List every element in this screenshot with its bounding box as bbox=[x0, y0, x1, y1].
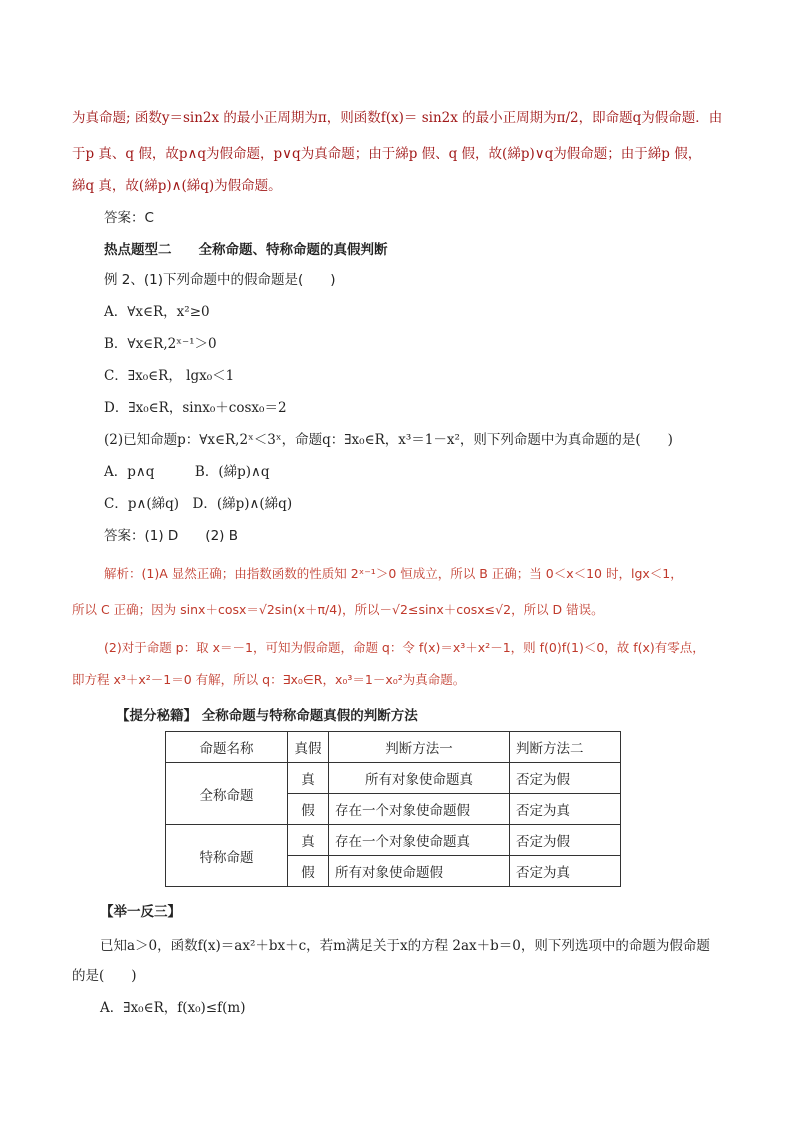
option-c: C．∃x₀∈R， lgx₀＜1 bbox=[104, 368, 235, 384]
question-2-options-cd: C．p∧(綈q) D．(綈p)∧(綈q) bbox=[104, 496, 293, 512]
table-cell: 所有对象使命题假 bbox=[329, 856, 510, 887]
solution-line-3: 綈q 真，故(綈p)∧(綈q)为假命题。 bbox=[72, 178, 282, 194]
option-b: B．∀x∈R,2ˣ⁻¹＞0 bbox=[104, 336, 217, 352]
question-2-options-ab: A．p∧q B．(綈p)∧q bbox=[104, 464, 270, 480]
tip-title: 【提分秘籍】 全称命题与特称命题真假的判断方法 bbox=[116, 708, 418, 724]
option-d: D．∃x₀∈R，sinx₀＋cosx₀＝2 bbox=[104, 400, 287, 416]
table-header-cell: 判断方法二 bbox=[510, 732, 621, 763]
table-cell: 所有对象使命题真 bbox=[329, 763, 510, 794]
section-title-2: 热点题型二 全称命题、特称命题的真假判断 bbox=[104, 242, 388, 258]
solution-line-2: 于p 真、q 假，故p∧q为假命题，p∨q为真命题；由于綈p 假、q 假，故(綈p)∨q为假命题；由于綈p 假， bbox=[72, 146, 702, 162]
answer-2: 答案：(1) D (2) B bbox=[104, 528, 238, 544]
table-row bbox=[166, 825, 621, 856]
solution-line-1: 为真命题; 函数y＝sin2x 的最小正周期为π，则函数f(x)＝ sin2x 的最小正周期为π/2，即命题q为假命题．由 bbox=[72, 110, 723, 126]
practice-question-line-2: 的是( ) bbox=[72, 968, 137, 984]
analysis-line-4: 即方程 x³＋x²－1＝0 有解，所以 q：∃x₀∈R，x₀³＝1－x₀²为真命题。 bbox=[72, 672, 466, 687]
question-2: (2)已知命题p：∀x∈R,2ˣ＜3ˣ，命题q：∃x₀∈R，x³＝1－x²，则下列命题中为真命题的是( ) bbox=[104, 432, 673, 448]
table-cell: 存在一个对象使命题真 bbox=[329, 825, 510, 856]
table-row bbox=[166, 763, 621, 794]
table-header-row bbox=[166, 732, 621, 763]
table-cell: 真 bbox=[288, 825, 329, 856]
table-cell: 假 bbox=[288, 794, 329, 825]
table-cell: 假 bbox=[288, 856, 329, 887]
analysis-line-2: 所以 C 正确；因为 sinx＋cosx＝√2sin(x＋π/4)，所以－√2≤sinx＋cosx≤√2，所以 D 错误。 bbox=[72, 602, 604, 617]
table-header-cell: 命题名称 bbox=[166, 732, 288, 763]
table-cell: 否定为假 bbox=[510, 825, 621, 856]
practice-question-line-1: 已知a＞0，函数f(x)＝ax²＋bx＋c，若m满足关于x的方程 2ax＋b＝0，则下列选项中的命题为假命题 bbox=[100, 938, 710, 954]
example-2-question: 例 2、(1)下列命题中的假命题是( ) bbox=[104, 272, 336, 288]
table-cell: 否定为真 bbox=[510, 794, 621, 825]
answer-1: 答案：C bbox=[104, 210, 154, 226]
row-group-universal: 全称命题 bbox=[166, 763, 288, 825]
table-header-cell: 判断方法一 bbox=[329, 732, 510, 763]
table-cell: 否定为假 bbox=[510, 763, 621, 794]
analysis-line-1: 解析：(1)A 显然正确；由指数函数的性质知 2ˣ⁻¹＞0 恒成立，所以 B 正确；当 0＜x＜10 时，lgx＜1， bbox=[104, 566, 683, 581]
table-header-cell: 真假 bbox=[288, 732, 329, 763]
analysis-line-3: (2)对于命题 p：取 x＝－1，可知为假命题，命题 q：令 f(x)＝x³＋x²－1，则 f(0)f(1)＜0，故 f(x)有零点， bbox=[104, 640, 705, 655]
table-cell: 真 bbox=[288, 763, 329, 794]
table-cell: 否定为真 bbox=[510, 856, 621, 887]
option-a: A．∀x∈R，x²≥0 bbox=[104, 304, 210, 320]
judgment-method-table bbox=[165, 731, 621, 887]
row-group-existential: 特称命题 bbox=[166, 825, 288, 887]
table-cell: 存在一个对象使命题假 bbox=[329, 794, 510, 825]
practice-option-a: A．∃x₀∈R，f(x₀)≤f(m) bbox=[100, 1000, 246, 1016]
practice-title: 【举一反三】 bbox=[100, 904, 181, 920]
